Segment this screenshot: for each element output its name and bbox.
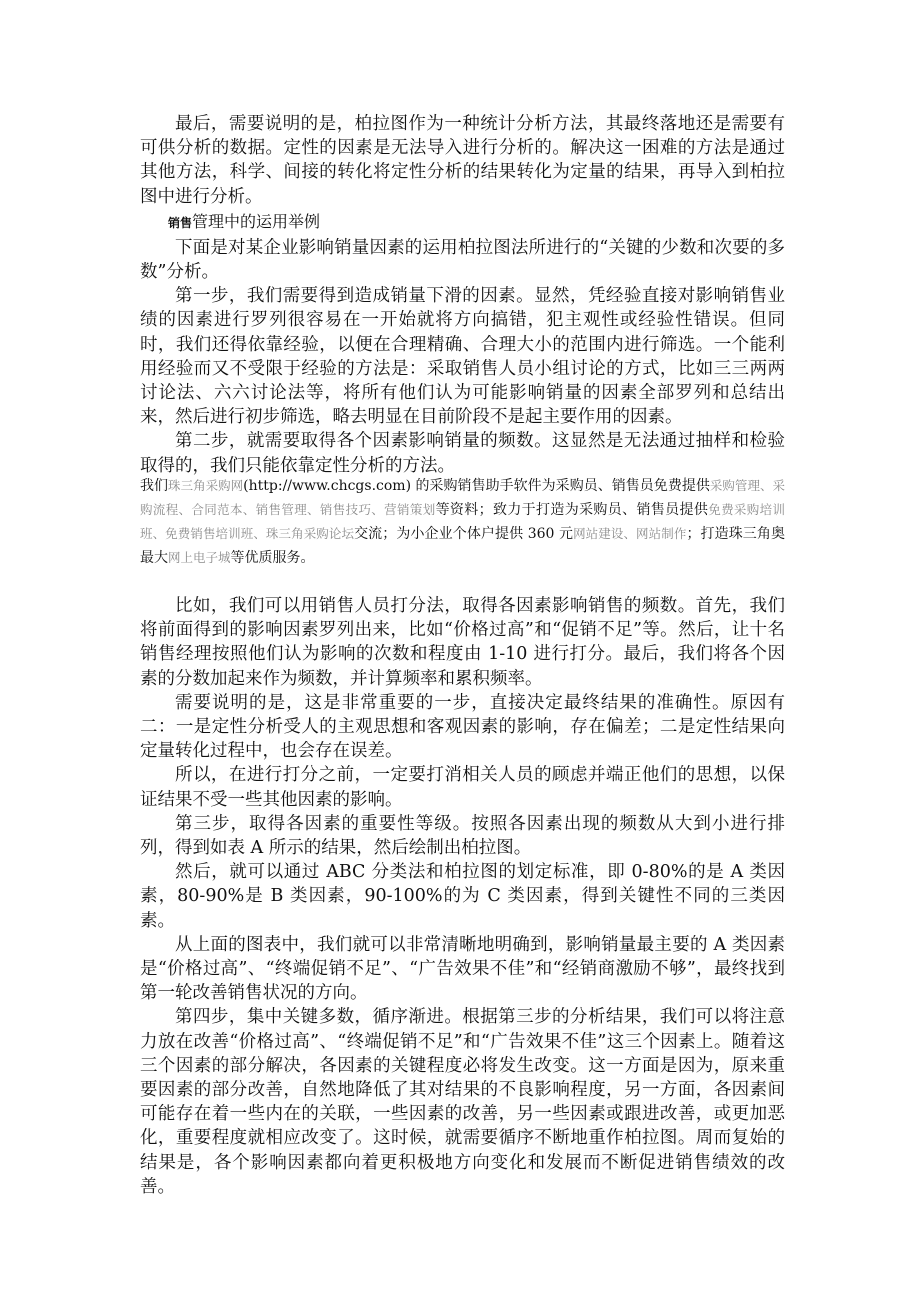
promo-text: 等资料；致力于打造为采购员、销售员提供 — [435, 502, 709, 518]
upper-section — [140, 112, 785, 478]
lower-section — [140, 594, 785, 1199]
promo-text: 我们 — [140, 478, 169, 494]
promo-paragraph — [140, 474, 785, 570]
promo-text: 等优质服务。 — [230, 550, 315, 566]
promo-link-mall[interactable]: 网上电子城 — [168, 550, 231, 565]
heading-prefix: 销售 — [168, 215, 193, 230]
promo-text: (http://www.chcgs.com) 的采购销售助手软件为采购员、销售员免费提供 — [243, 478, 710, 494]
promo-text: ；打造珠三角奥最大 — [140, 526, 785, 566]
paragraph-step-four: 第四步，集中关键多数，循序渐进。根据第三步的分析结果，我们可以将注意力放在改善“价格过高”、“终端促销不足”和“广告效果不佳”这三个因素上。随着这三个因素的部分解决，各因素的关键程度必将发生改变。这一方面是因为，原来重要因素的部分改善，自然地降低了其对结果的不良影响程度，另一方面，各因素间可能存在着一些内在的关联，一些因素的改善，另一些因素或跟进改善，或更加恶化，重要程度就相应改变了。这时候，就需要循序不断地重作柏拉图。周而复始的结果是，各个影响因素都向着更积极地方向变化和发展而不断促进销售绩效的改善。 — [140, 1007, 785, 1197]
paragraph-abc: 然后，就可以通过 ABC 分类法和柏拉图的划定标准，即 0-80%的是 A 类因素，80-90%是 B 类因素，90-100%的为 C 类因素，得到关键性不同的三类因素。 — [140, 862, 785, 931]
paragraph-intro: 下面是对某企业影响销量因素的运用柏拉图法所进行的“关键的少数和次要的多数”分析。 — [140, 237, 785, 283]
promo-link-web[interactable]: 网站建设、网站制作 — [573, 526, 687, 541]
heading-text: 管理中的运用举例 — [192, 211, 321, 231]
promo-link-topics[interactable]: 采购管理、采购流程、合同范本、销售管理、销售技巧、营销策划 — [140, 478, 785, 517]
paragraph-importance: 需要说明的是，这是非常重要的一步，直接决定最终结果的准确性。原因有二：一是定性分析受人的主观思想和客观因素的影响，存在偏差；二是定性结果向定量转化过程中，也会存在误差。 — [140, 692, 785, 762]
paragraph-step-two: 第二步，就需要取得各个因素影响销量的频数。这显然是无法通过抽样和检验取得的，我们只能依靠定性分析的方法。 — [140, 431, 785, 476]
paragraph-a-factors: 从上面的图表中，我们就可以非常清晰地明确到，影响销量最主要的 A 类因素是“价格过高”、“终端促销不足”、“广告效果不佳”和“经销商激励不够”，最终找到第一轮改善销售状况的方向。 — [140, 934, 785, 1004]
paragraph-conclusion: 最后，需要说明的是，柏拉图作为一种统计分析方法，其最终落地还是需要有可供分析的数据。定性的因素是无法导入进行分析的。解决这一困难的方法是通过其他方法，科学、间接的转化将定性分析的结果转化为定量的结果，再导入到柏拉图中进行分析。 — [140, 114, 785, 207]
promo-text: 交流；为小企业个体户提供 360 元 — [354, 526, 574, 542]
paragraph-step-three: 第三步，取得各因素的重要性等级。按照各因素出现的频数从大到小进行排列，得到如表 A 所示的结果，然后绘制出柏拉图。 — [140, 813, 785, 859]
paragraph-scoring: 比如，我们可以用销售人员打分法，取得各因素影响销售的频数。首先，我们将前面得到的影响因素罗列出来，比如“价格过高”和“促销不足”等。然后，让十名销售经理按照他们认为影响的次数和程度由 1-10 进行打分。最后，我们将各个因素的分数加起来作为频数，并计算频率和累积频率。 — [140, 596, 785, 689]
paragraph-precaution: 所以，在进行打分之前，一定要打消相关人员的顾虑并端正他们的思想，以保证结果不受一些其他因素的影响。 — [140, 765, 785, 810]
paragraph-step-one: 第一步，我们需要得到造成销量下滑的因素。显然，凭经验直接对影响销售业绩的因素进行罗列很容易在一开始就将方向搞错，犯主观性或经验性错误。但同时，我们还得依靠经验，以便在合理精确、合理大小的范围内进行筛选。一个能利用经验而又不受限于经验的方法是：采取销售人员小组讨论的方式，比如三三两两讨论法、六六讨论法等，将所有他们认为可能影响销量的因素全部罗列和总结出来，然后进行初步筛选，略去明显在目前阶段不是起主要作用的因素。 — [140, 286, 785, 428]
section-heading — [168, 211, 785, 234]
promo-link-training[interactable]: 免费采购培训班、免费销售培训班、珠三角采购论坛 — [140, 502, 785, 541]
promo-link-site[interactable]: 珠三角采购网 — [168, 478, 244, 493]
